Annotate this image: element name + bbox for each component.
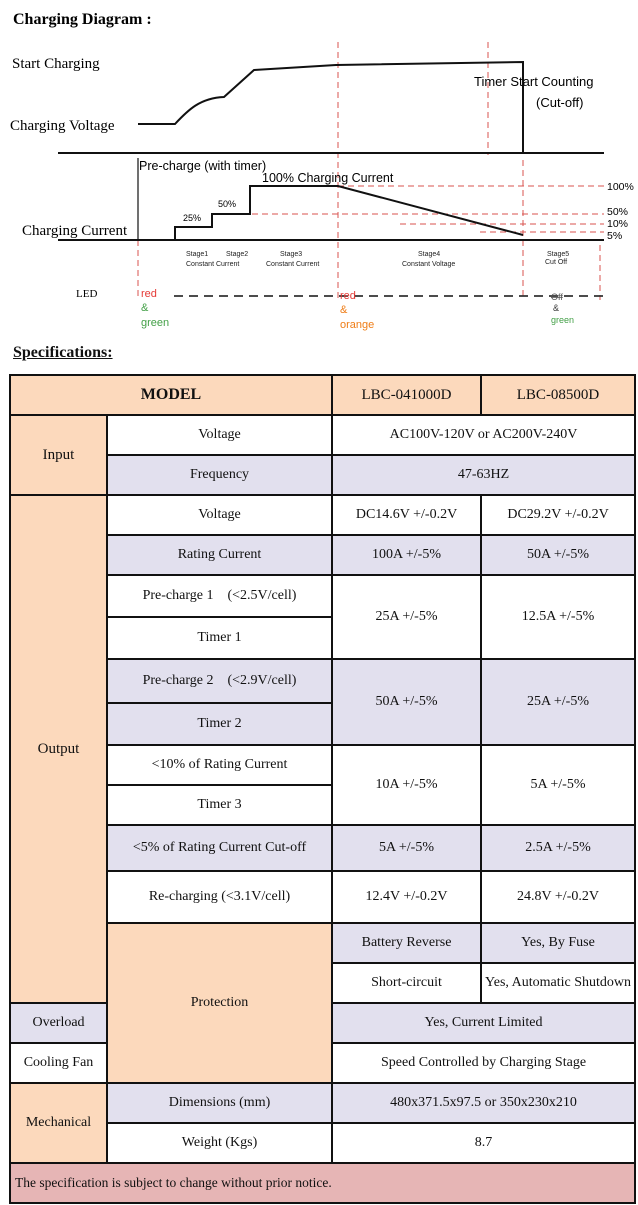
table-row [10, 415, 635, 455]
led-state2-orange: orange [340, 319, 375, 331]
battery-reverse-label: Battery Reverse [332, 923, 481, 963]
weight-value: 8.7 [332, 1123, 635, 1163]
precharge2-value-1: 50A +/-5% [332, 659, 481, 745]
level-label-50: 50% [607, 206, 629, 218]
dimensions-value: 480x371.5x97.5 or 350x230x210 [332, 1083, 635, 1123]
stage1-label: Stage1 [186, 251, 209, 258]
output-voltage-label: Voltage [107, 495, 332, 535]
stage5-sub: Cut Off [545, 259, 568, 266]
led-state1-red: red [141, 288, 157, 300]
level-label-100: 100% [607, 181, 634, 193]
precharge2-label: Pre-charge 2 (<2.9V/cell) [107, 659, 332, 703]
led-state1-amp: & [141, 302, 149, 314]
stage-labels [186, 251, 569, 268]
stage4-label: Stage4 [418, 251, 441, 258]
diagram-title: Charging Diagram : [13, 11, 152, 28]
led-state2-red: red [340, 290, 356, 302]
input-voltage-value: AC100V-120V or AC200V-240V [332, 415, 635, 455]
led-state1-green: green [141, 317, 170, 329]
input-voltage-label: Voltage [107, 415, 332, 455]
cutoff-label: (Cut-off) [536, 95, 584, 110]
ten-percent-label: <10% of Rating Current [107, 745, 332, 785]
specifications-heading: Specifications: [13, 344, 113, 361]
stage5-label: Stage5 [547, 251, 570, 258]
table-header-row [10, 375, 635, 415]
rating-current-label: Rating Current [107, 535, 332, 575]
level-label-10: 10% [607, 218, 629, 230]
overload-value: Yes, Current Limited [332, 1003, 635, 1043]
timer-start-label: Timer Start Counting [474, 74, 594, 89]
ten-percent-value-2: 5A +/-5% [481, 745, 635, 825]
timer3-label: Timer 3 [107, 785, 332, 825]
five-percent-label: <5% of Rating Current Cut-off [107, 825, 332, 871]
frequency-value: 47-63HZ [332, 455, 635, 495]
led-state3-off: Off [551, 292, 563, 302]
protection-group-label: Protection [107, 923, 332, 1083]
output-group-label: Output [10, 495, 107, 1003]
led-state3-amp: & [553, 303, 560, 313]
led-label: LED [76, 288, 98, 300]
led-state3-green: green [551, 315, 575, 325]
model-1-header: LBC-041000D [332, 375, 481, 415]
output-voltage-value-2: DC29.2V +/-0.2V [481, 495, 635, 535]
ten-percent-value-1: 10A +/-5% [332, 745, 481, 825]
level-labels [607, 181, 634, 242]
pct50-label: 50% [218, 199, 237, 209]
charging-voltage-curve [138, 62, 523, 153]
five-percent-value-2: 2.5A +/-5% [481, 825, 635, 871]
change-notice: The specification is subject to change without prior notice. [10, 1163, 635, 1203]
stage2-label: Stage2 [226, 251, 249, 258]
model-2-header: LBC-08500D [481, 375, 635, 415]
led-state2-amp: & [340, 304, 348, 316]
charging-voltage-label: Charging Voltage [10, 118, 115, 134]
level-lines [212, 186, 604, 232]
output-voltage-value-1: DC14.6V +/-0.2V [332, 495, 481, 535]
stage1-sub: Constant Current [186, 261, 240, 268]
battery-reverse-value: Yes, By Fuse [481, 923, 635, 963]
precharge-label: Pre-charge (with timer) [139, 159, 267, 173]
dimensions-label: Dimensions (mm) [107, 1083, 332, 1123]
stage3-label: Stage3 [280, 251, 303, 258]
start-charging-label: Start Charging [12, 56, 100, 72]
five-percent-value-1: 5A +/-5% [332, 825, 481, 871]
stage3-sub: Constant Current [266, 261, 320, 268]
table-row [10, 1163, 635, 1203]
mechanical-group-label: Mechanical [10, 1083, 107, 1163]
overload-label: Overload [10, 1003, 107, 1043]
led-states [141, 288, 574, 331]
precharge2-value-2: 25A +/-5% [481, 659, 635, 745]
rating-current-value-2: 50A +/-5% [481, 535, 635, 575]
stage4-sub: Constant Voltage [402, 261, 456, 268]
cooling-fan-value: Speed Controlled by Charging Stage [332, 1043, 635, 1083]
rating-current-value-1: 100A +/-5% [332, 535, 481, 575]
frequency-label: Frequency [107, 455, 332, 495]
table-row [10, 495, 635, 535]
recharging-value-1: 12.4V +/-0.2V [332, 871, 481, 923]
pct25-label: 25% [183, 213, 202, 223]
specifications-table [9, 374, 636, 1204]
recharging-value-2: 24.8V +/-0.2V [481, 871, 635, 923]
charging-current-label: Charging Current [22, 223, 128, 239]
short-circuit-value: Yes, Automatic Shutdown [481, 963, 635, 1003]
precharge1-label: Pre-charge 1 (<2.5V/cell) [107, 575, 332, 617]
weight-label: Weight (Kgs) [107, 1123, 332, 1163]
recharging-label: Re-charging (<3.1V/cell) [107, 871, 332, 923]
precharge1-value-1: 25A +/-5% [332, 575, 481, 659]
timer2-label: Timer 2 [107, 703, 332, 745]
full-current-label: 100% Charging Current [262, 171, 394, 185]
cooling-fan-label: Cooling Fan [10, 1043, 107, 1083]
input-group-label: Input [10, 415, 107, 495]
timer1-label: Timer 1 [107, 617, 332, 659]
table-row [10, 1083, 635, 1123]
short-circuit-label: Short-circuit [332, 963, 481, 1003]
charging-diagram [0, 0, 638, 340]
level-label-5: 5% [607, 230, 623, 242]
model-header: MODEL [10, 375, 332, 415]
precharge1-value-2: 12.5A +/-5% [481, 575, 635, 659]
